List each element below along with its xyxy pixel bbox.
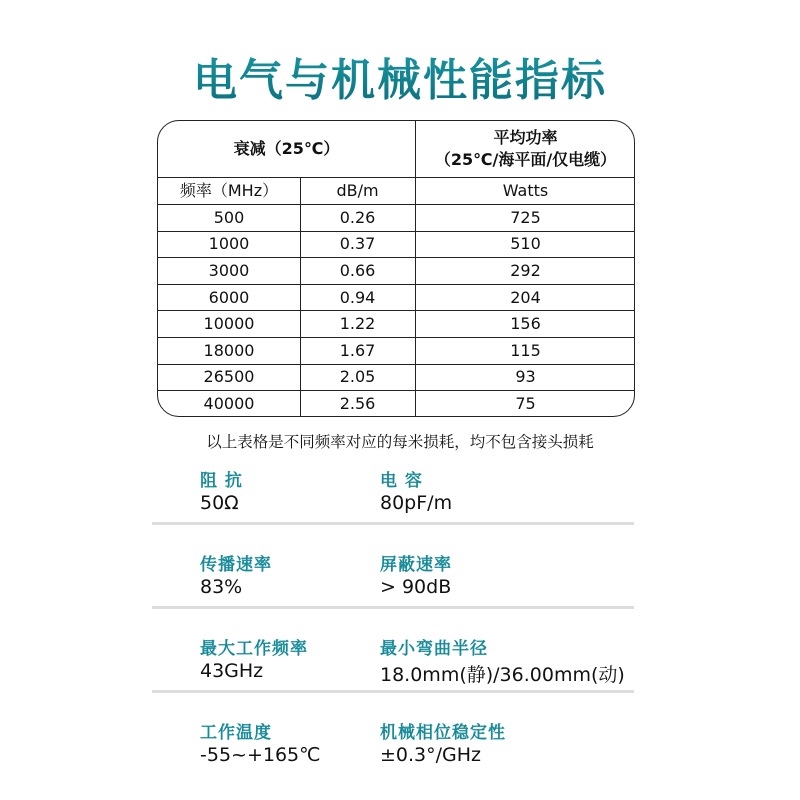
table-cell: 156: [510, 314, 541, 334]
table-cell: 1000: [208, 234, 250, 254]
table-cell: 40000: [203, 393, 255, 413]
table-cell: 292: [510, 260, 541, 280]
table-cell: 1.22: [339, 314, 376, 334]
page-title: 电气与机械性能指标: [0, 44, 800, 108]
spec-value: 18.0mm(静)/36.00mm(动): [380, 664, 625, 686]
table-cell: 93: [515, 367, 536, 387]
spec-value: 50Ω: [200, 492, 239, 514]
spec-label: 最小弯曲半径: [380, 639, 488, 659]
spec-label: 阻 抗: [200, 471, 243, 491]
table-cell: 18000: [203, 340, 255, 360]
attenuation-header: 衰减（25℃）: [233, 139, 340, 159]
table-cell: 725: [510, 207, 541, 227]
divider: [158, 177, 634, 178]
table-cell: 2.05: [339, 367, 376, 387]
spec-value: > 90dB: [380, 576, 452, 598]
col-header-watts: Watts: [502, 180, 549, 200]
attenuation-power-table: [157, 120, 635, 417]
divider: [152, 690, 634, 693]
spec-value: -55~+165℃: [200, 744, 321, 766]
spec-label: 屏蔽速率: [380, 555, 452, 575]
spec-label: 机械相位稳定性: [380, 723, 506, 743]
spec-value: 43GHz: [200, 660, 264, 682]
divider: [152, 606, 634, 609]
spec-value: ±0.3°/GHz: [380, 744, 482, 766]
table-cell: 26500: [203, 367, 255, 387]
spec-value: 80pF/m: [380, 492, 453, 514]
table-cell: 10000: [203, 314, 255, 334]
col-header-frequency: 频率（MHz）: [179, 180, 279, 200]
table-cell: 204: [510, 287, 541, 307]
table-cell: 2.56: [339, 393, 376, 413]
spec-label: 电 容: [380, 471, 423, 491]
col-header-db: dB/m: [336, 180, 379, 200]
table-cell: 510: [510, 234, 541, 254]
divider: [152, 522, 634, 525]
table-cell: 115: [510, 340, 541, 360]
table-cell: 500: [213, 207, 245, 227]
table-cell: 0.94: [339, 287, 376, 307]
power-header: 平均功率 （25℃/海平面/仅电缆）: [434, 128, 617, 169]
table-cell: 0.26: [339, 207, 376, 227]
table-note: 以上表格是不同频率对应的每米损耗，均不包含接头损耗: [206, 433, 594, 451]
table-cell: 3000: [208, 260, 250, 280]
table-cell: 6000: [208, 287, 250, 307]
spec-label: 传播速率: [200, 555, 272, 575]
table-cell: 0.66: [339, 260, 376, 280]
table-cell: 1.67: [339, 340, 376, 360]
spec-label: 最大工作频率: [200, 639, 308, 659]
spec-value: 83%: [200, 576, 243, 598]
spec-label: 工作温度: [200, 723, 272, 743]
table-cell: 0.37: [339, 234, 376, 254]
table-cell: 75: [515, 393, 536, 413]
